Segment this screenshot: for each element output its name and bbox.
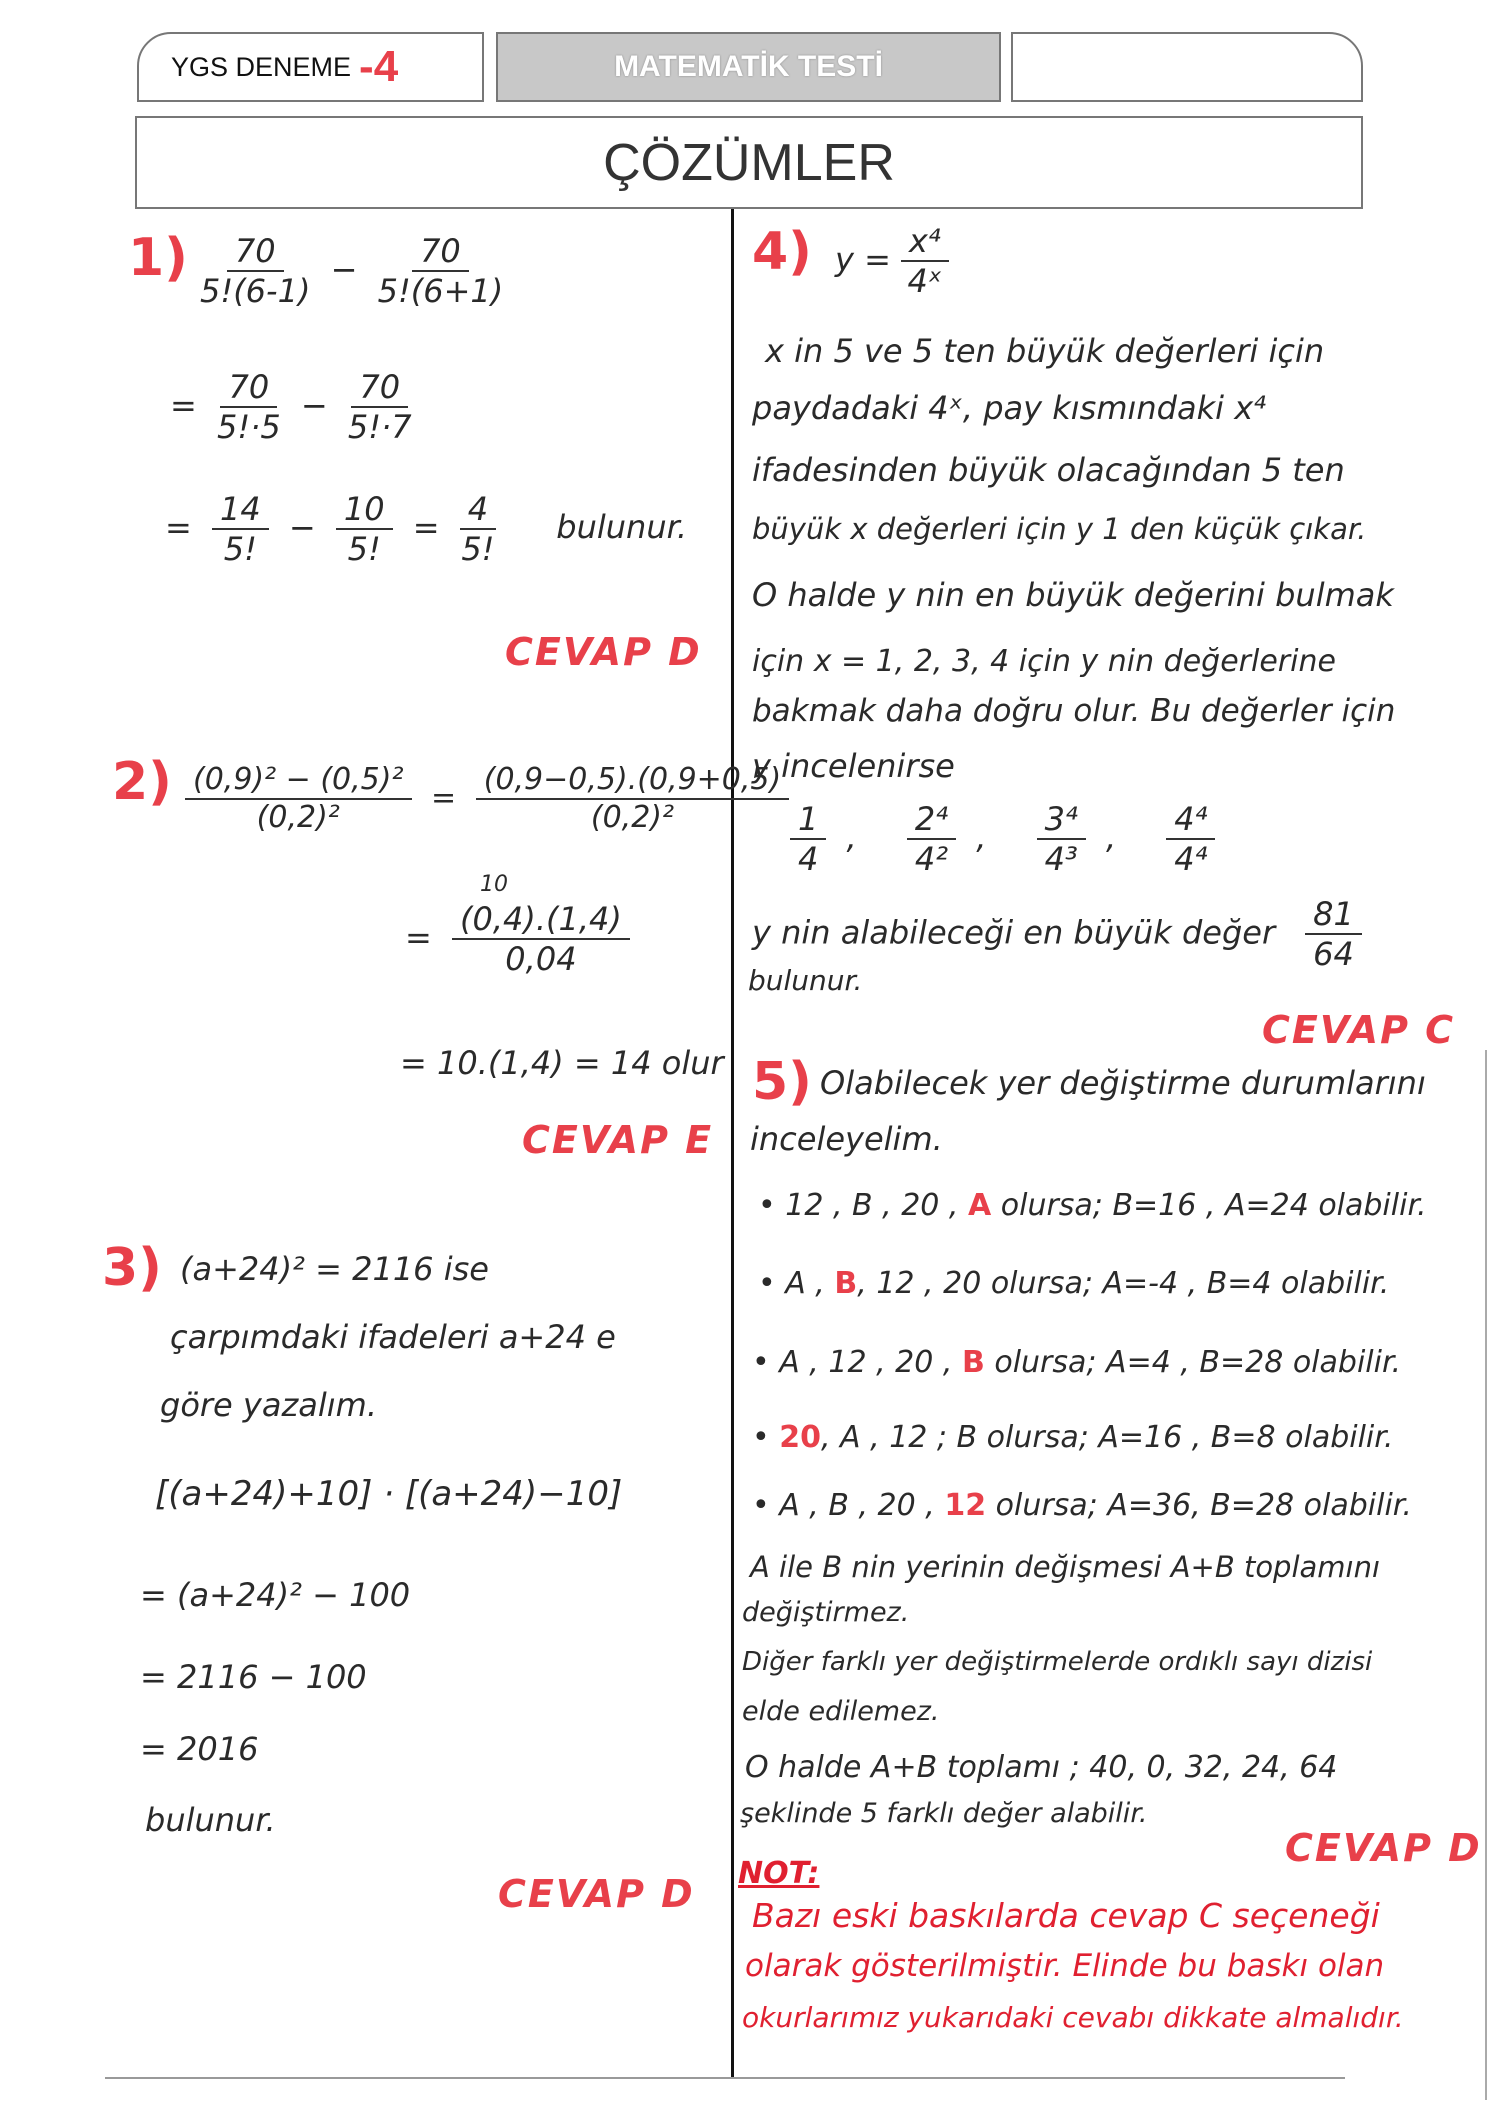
text: olursa; A=4 , B=28 olabilir. <box>984 1345 1402 1380</box>
q1-line-1 <box>190 232 513 311</box>
frac-num: 81 <box>1305 895 1362 935</box>
frac-den: (0,2)² <box>256 800 340 835</box>
note-line: Bazı eski baskılarda cevap C seçeneği <box>752 1896 1380 1935</box>
frac-num: 2⁴ <box>907 800 956 840</box>
q4-equation <box>835 222 959 301</box>
frac-num: 3⁴ <box>1037 800 1086 840</box>
op: = <box>431 780 457 816</box>
q2-cancel-note: 10 <box>480 872 508 897</box>
frac-num: (0,9)² − (0,5)² <box>185 762 412 800</box>
frac-den: 4² <box>914 840 949 879</box>
q3-line: bulunur. <box>145 1801 276 1839</box>
text: olursa; A=36, B=28 olabilir. <box>986 1488 1412 1523</box>
frac-num: 70 <box>351 368 408 408</box>
text: olursa; B=16 , A=24 olabilir. <box>991 1188 1427 1223</box>
question-2-number: 2) <box>112 752 172 812</box>
frac-den: 5! <box>347 530 381 569</box>
q3-answer: CEVAP D <box>498 1872 695 1916</box>
q4-line: için x = 1, 2, 3, 4 için y nin değerlerine <box>752 644 1336 679</box>
q3-line: = (a+24)² − 100 <box>140 1576 411 1614</box>
q4-answer: CEVAP C <box>1262 1008 1456 1052</box>
frac-num: 70 <box>220 368 277 408</box>
text: , A , 12 ; B olursa; A=16 , B=8 olabilir. <box>820 1420 1394 1455</box>
text: • 12 , B , 20 , <box>758 1188 968 1223</box>
page-title: ÇÖZÜMLER <box>135 116 1363 209</box>
text: , 12 , 20 olursa; A=-4 , B=4 olabilir. <box>857 1266 1390 1301</box>
highlight: B <box>961 1345 985 1380</box>
q5-line: değiştirmez. <box>742 1597 910 1628</box>
text: • A , B , 20 , <box>752 1488 945 1523</box>
q5-line: O halde A+B toplamı ; 40, 0, 32, 24, 64 <box>745 1750 1338 1785</box>
subject-label: MATEMATİK TESTİ <box>496 32 1001 102</box>
right-border <box>1485 1050 1487 2100</box>
frac-num: 10 <box>336 490 393 530</box>
q4-line: x in 5 ve 5 ten büyük değerleri için <box>765 332 1325 370</box>
frac-den: 5! <box>223 530 257 569</box>
op: = <box>165 508 192 547</box>
frac-num: 4 <box>460 490 496 530</box>
exam-label <box>137 32 484 102</box>
q5-line: A ile B nin yerinin değişmesi A+B toplamını <box>750 1550 1381 1584</box>
q2-line-3: = 10.(1,4) = 14 olur <box>400 1044 724 1082</box>
frac-num: x⁴ <box>901 222 949 262</box>
note-label: NOT: <box>738 1856 820 1891</box>
op: − <box>288 508 316 547</box>
q5-case <box>752 1488 1412 1524</box>
q2-line-2 <box>405 900 640 979</box>
q5-intro: inceleyelim. <box>750 1120 943 1158</box>
q4-max-line <box>752 895 1372 974</box>
q4-line: paydadaki 4ˣ, pay kısmındaki x⁴ <box>752 389 1266 427</box>
q5-line: Diğer farklı yer değiştirmelerde ordıklı sayı dizisi <box>742 1647 1373 1677</box>
text: • <box>752 1420 780 1455</box>
q4-line: bakmak daha doğru olur. Bu değerler için <box>752 693 1396 729</box>
q3-line: [(a+24)+10] · [(a+24)−10] <box>155 1474 623 1514</box>
column-divider <box>731 209 734 2079</box>
text: • A , 12 , 20 , <box>752 1345 962 1380</box>
op: = <box>405 918 432 957</box>
frac-den: 0,04 <box>505 940 577 979</box>
frac-den: 4³ <box>1044 840 1078 879</box>
highlight: B <box>834 1266 858 1301</box>
frac-den: 4 <box>798 840 819 879</box>
highlight: 12 <box>944 1488 987 1523</box>
q4-line: y incelenirse <box>752 747 955 785</box>
frac-num: (0,4).(1,4) <box>452 900 630 940</box>
q5-answer: CEVAP D <box>1285 1826 1482 1870</box>
text: • A , <box>758 1266 835 1301</box>
text: y = <box>835 240 891 279</box>
bottom-rule <box>105 2077 1345 2079</box>
frac-den: 64 <box>1313 935 1354 974</box>
q5-intro: Olabilecek yer değiştirme durumlarını <box>820 1064 1426 1102</box>
q5-line: elde edilemez. <box>742 1696 940 1727</box>
question-1-number: 1) <box>128 228 188 288</box>
q4-line: büyük x değerleri için y 1 den küçük çıkar. <box>752 512 1367 546</box>
frac-den: 5!(6-1) <box>200 272 311 311</box>
frac-num: 4⁴ <box>1166 800 1215 840</box>
frac-den: 5! <box>461 530 495 569</box>
q1-line-3 <box>165 490 687 569</box>
frac-den: 4⁴ <box>1174 840 1208 879</box>
highlight: 20 <box>779 1420 821 1455</box>
frac-num: 1 <box>790 800 826 840</box>
q1-line-2 <box>170 368 422 447</box>
q2-line-1 <box>175 762 799 836</box>
frac-den: 4ˣ <box>907 262 943 301</box>
q5-case <box>752 1420 1393 1456</box>
q4-fractions: $\frac{1}{4}$ , $\frac{\text{2⁴}}{\text{4²}}$ , $\frac{\text{3⁴}}{\text{4³}}$ , $\frac{\text{4⁴}}{\text{4⁴}}$ <box>780 800 1225 879</box>
q5-line: şeklinde 5 farklı değer alabilir. <box>740 1798 1148 1829</box>
frac-num: (0,9−0,5).(0,9+0,5) <box>476 762 789 800</box>
question-4-number: 4) <box>752 222 812 282</box>
text: y nin alabileceği en büyük değer <box>752 913 1276 952</box>
frac-num: 70 <box>412 232 469 272</box>
highlight: A <box>968 1188 992 1223</box>
question-5-number: 5) <box>752 1052 812 1112</box>
frac-den: 5!(6+1) <box>377 272 504 311</box>
frac-num: 14 <box>212 490 269 530</box>
q5-case <box>758 1266 1389 1302</box>
op: − <box>300 386 328 425</box>
op: − <box>330 250 358 289</box>
q4-line: ifadesinden büyük olacağından 5 ten <box>752 451 1345 489</box>
q1-answer: CEVAP D <box>505 630 702 674</box>
op: = <box>170 386 197 425</box>
note-line: olarak gösterilmiştir. Elinde bu baskı olan <box>745 1948 1385 1984</box>
q2-answer: CEVAP E <box>522 1118 714 1162</box>
note-line: okurlarımız yukarıdaki cevabı dikkate almalıdır. <box>742 2001 1404 2034</box>
q4-line: bulunur. <box>748 964 863 997</box>
op: = <box>412 508 440 547</box>
q3-line: göre yazalım. <box>160 1386 377 1424</box>
exam-name: YGS DENEME <box>171 51 352 82</box>
frac-den: 5!·5 <box>216 408 281 447</box>
question-3-number: 3) <box>102 1238 162 1298</box>
frac-den: 5!·7 <box>347 408 412 447</box>
q5-case <box>758 1188 1427 1224</box>
exam-number: -4 <box>359 42 399 91</box>
q3-line: (a+24)² = 2116 ise <box>180 1250 489 1288</box>
q4-line: O halde y nin en büyük değerini bulmak <box>752 576 1394 614</box>
q3-line: = 2116 − 100 <box>140 1658 367 1696</box>
frac-num: 70 <box>227 232 284 272</box>
text: bulunur. <box>556 508 687 547</box>
q3-line: çarpımdaki ifadeleri a+24 e <box>170 1318 616 1356</box>
q3-line: = 2016 <box>140 1730 259 1768</box>
frac-den: (0,2)² <box>590 800 675 835</box>
header-blank-box <box>1011 32 1363 102</box>
q5-case <box>752 1345 1401 1381</box>
